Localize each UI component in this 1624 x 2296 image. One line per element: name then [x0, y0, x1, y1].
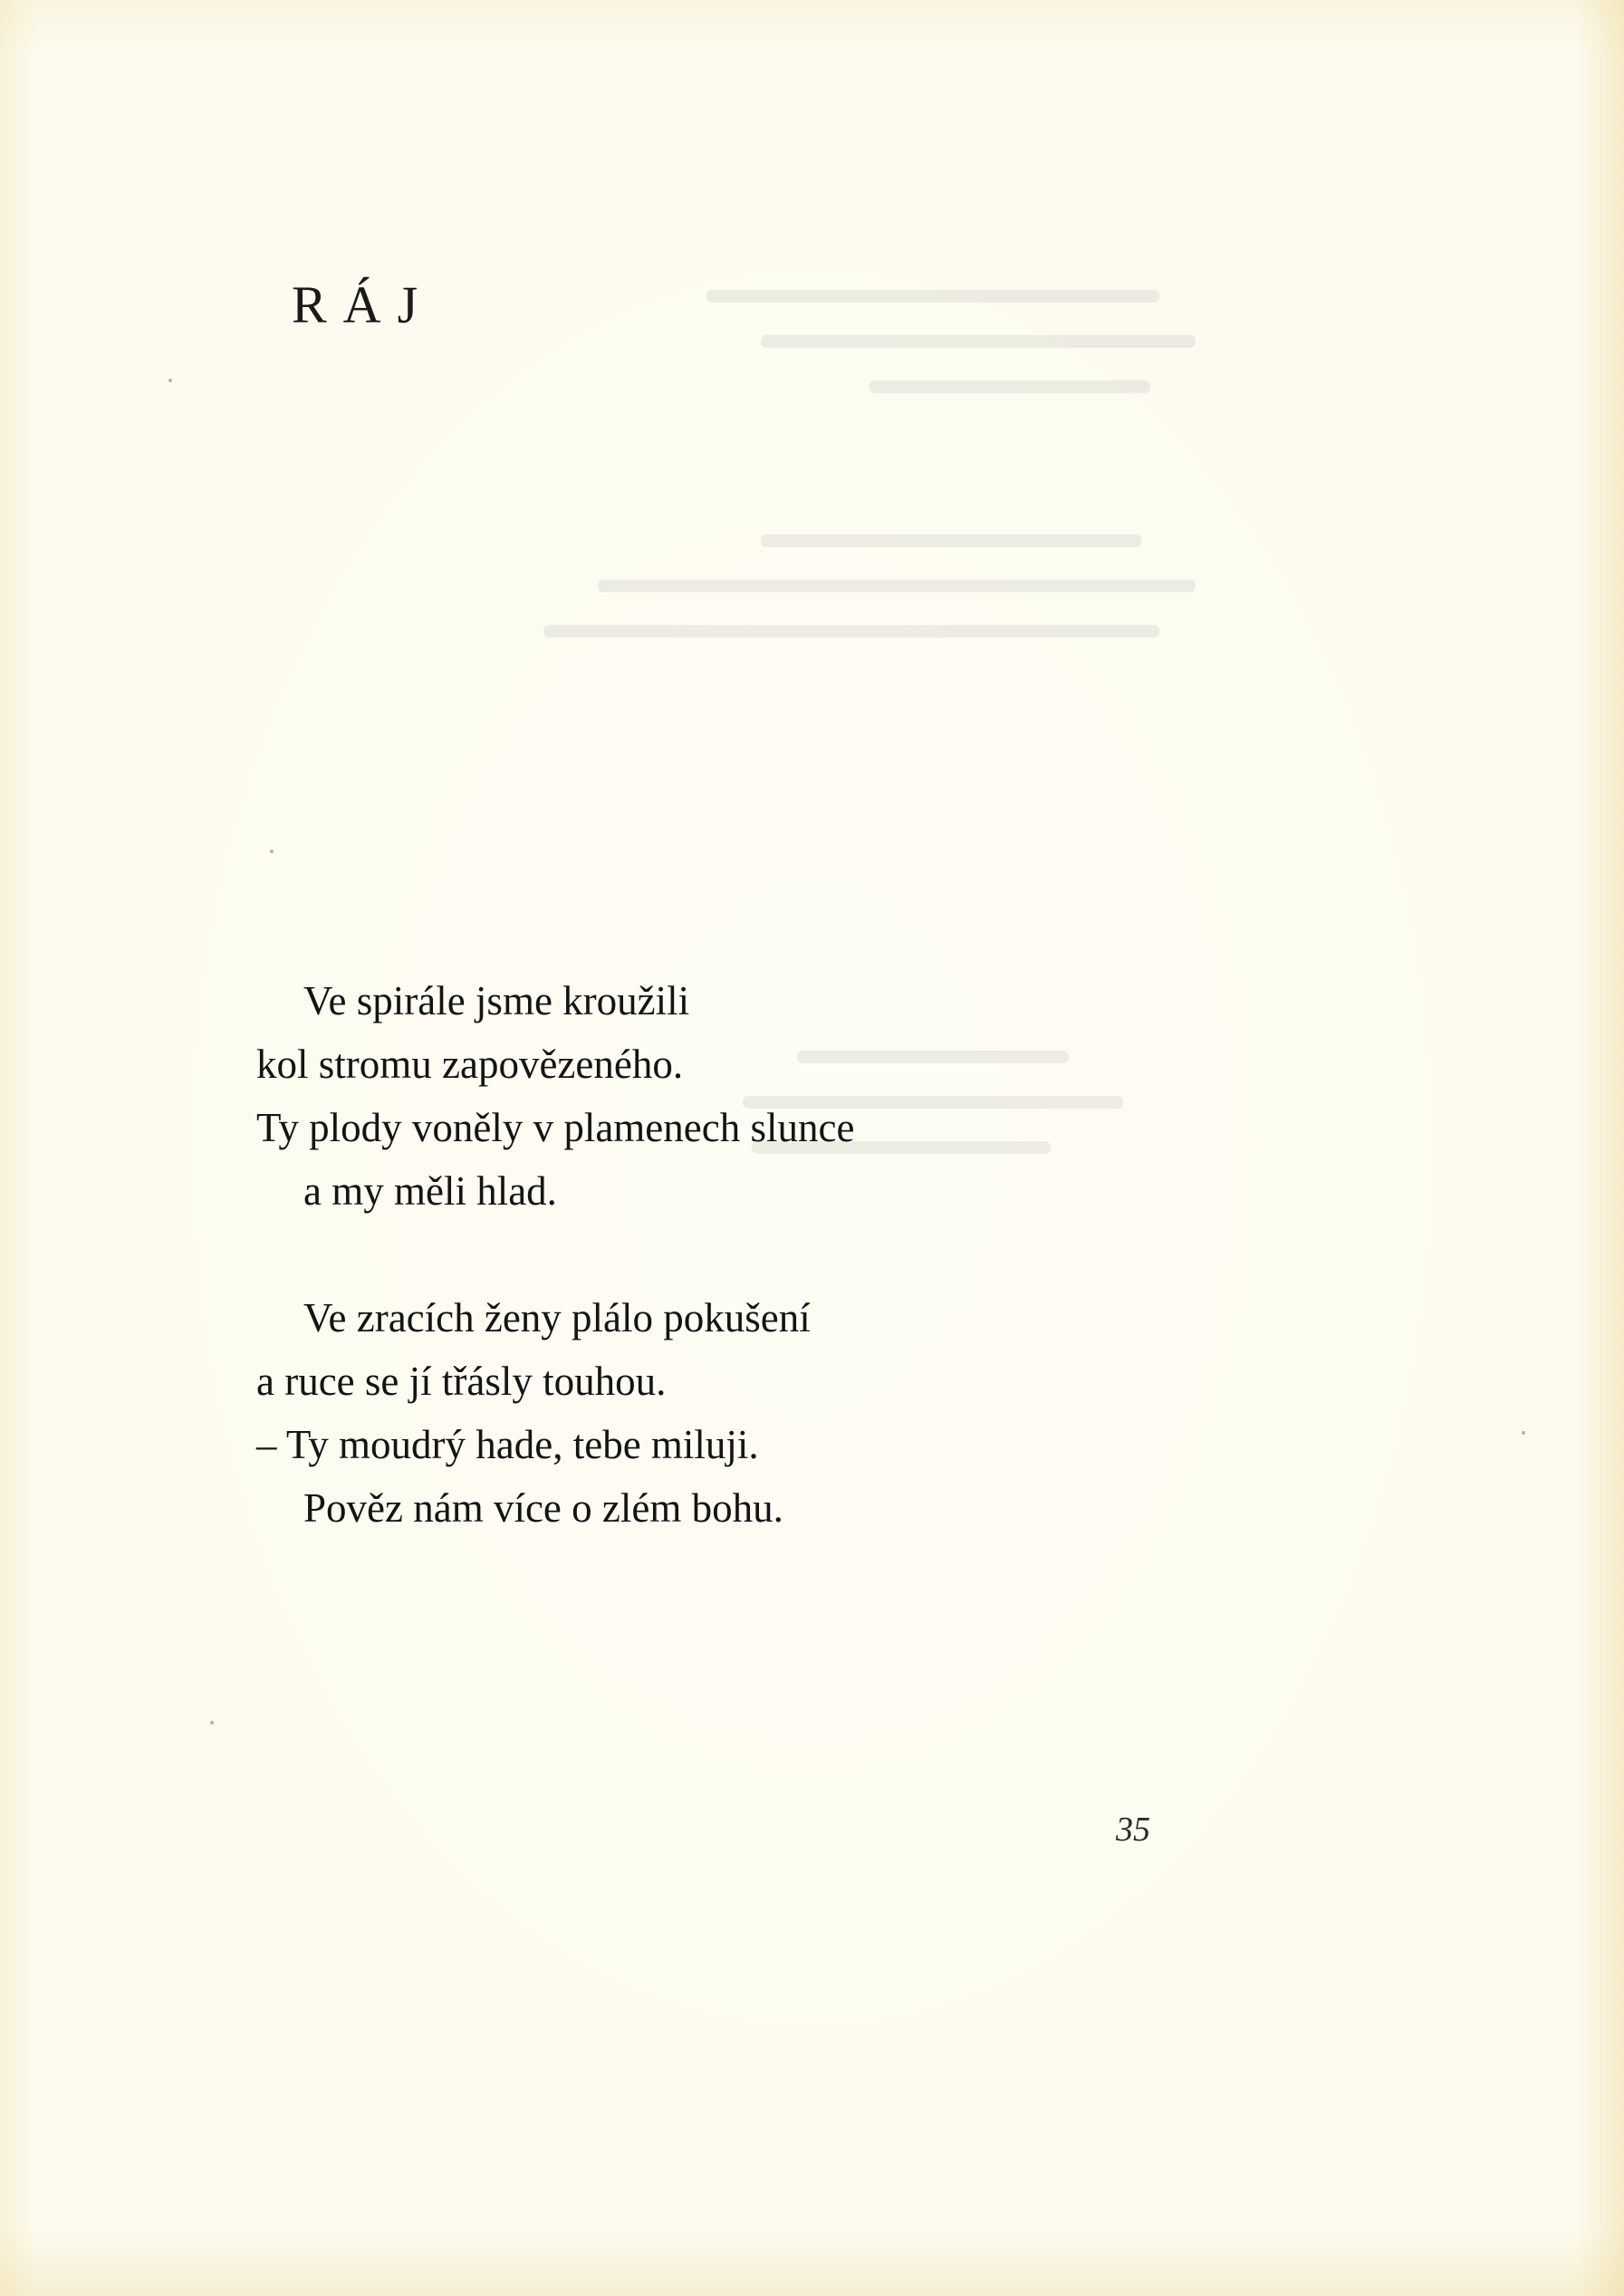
poem-line: kol stromu zapovězeného.: [256, 1042, 684, 1087]
poem-line: – Ty moudrý hade, tebe miluji.: [256, 1422, 759, 1467]
poem-title: RÁJ: [292, 275, 435, 334]
poem-line: Ve zracích ženy plálo pokušení: [303, 1295, 811, 1340]
poem-body: [256, 969, 854, 1603]
poem-line: a my měli hlad.: [303, 1168, 557, 1214]
poem-line: Ve spirále jsme kroužili: [303, 978, 690, 1023]
paper-speck: [168, 379, 172, 382]
poem-line: Ty plody voněly v plamenech slunce: [256, 1105, 855, 1150]
page-number: 35: [1116, 1811, 1150, 1849]
poem-line: a ruce se jí třásly touhou.: [256, 1359, 667, 1404]
paper-speck: [1522, 1431, 1525, 1435]
paper-speck: [210, 1721, 214, 1724]
poem-line: Pověz nám více o zlém bohu.: [303, 1485, 783, 1531]
stanza-1: [256, 969, 854, 1223]
stanza-2: [256, 1286, 854, 1540]
paper-speck: [270, 850, 274, 853]
